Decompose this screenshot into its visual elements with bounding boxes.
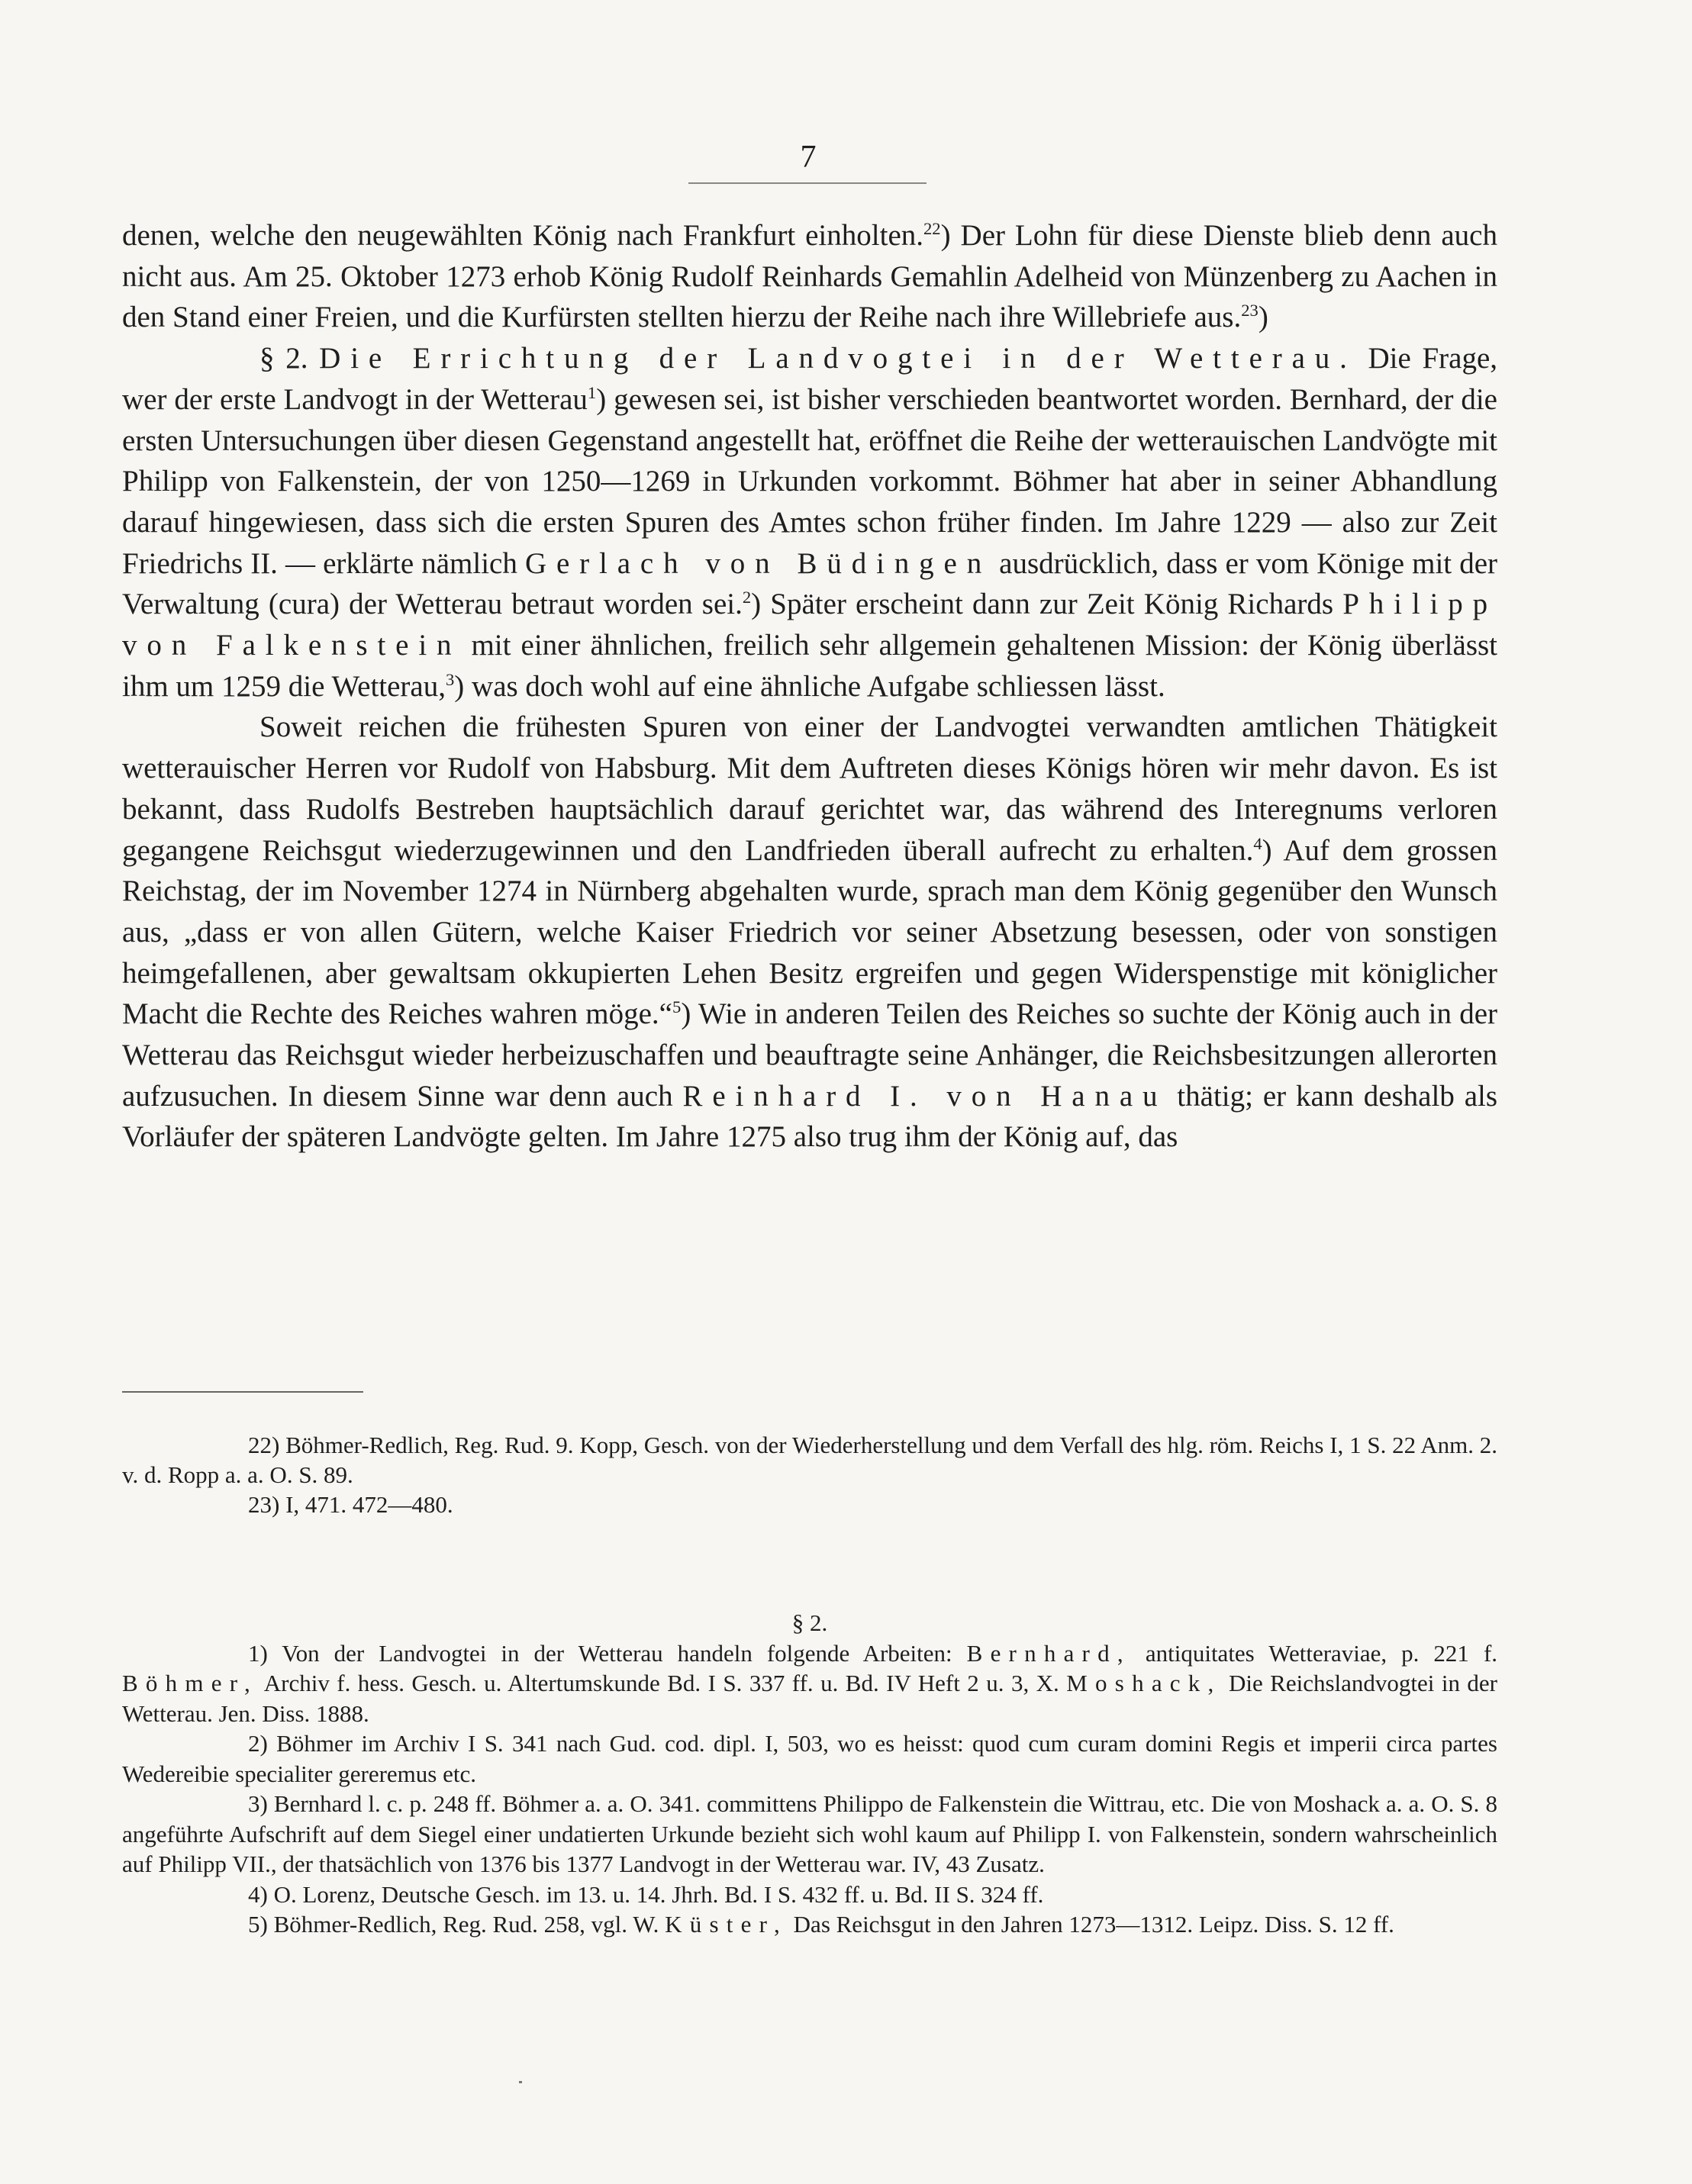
text-run: ) was doch wohl auf eine ähnliche Aufgabe schliessen lässt. bbox=[454, 669, 1165, 703]
text-run: 1) Von der Landvogtei in der Wetterau handeln folgende Arbeiten: bbox=[248, 1639, 952, 1667]
text-run: ausdrücklich, dass er vom Könige mit der Verwaltung (cura) der Wetterau betraut worden sei. bbox=[122, 546, 1498, 621]
text-run: Archiv f. hess. Gesch. u. Altertumskunde Bd. I S. 337 ff. u. Bd. IV Heft 2 u. 3, X. bbox=[263, 1670, 1059, 1696]
text-run: Soweit reichen die frühesten Spuren von einer der Landvogtei verwandten amtlichen Thätigkeit wetterauischer Herren vor Rudolf von Habsburg. Mit dem Auftreten dieses Königs hören wir mehr davon. Es ist bekannt, dass Rudolfs Bestreben hauptsächlich darauf gerichtet war, das während des Interegnums verloren gegangene Reichsgut wiederzugewinnen und den Landfrieden überall aufrecht zu erhalten. bbox=[122, 710, 1497, 867]
footnote-ref: 4 bbox=[1253, 833, 1262, 853]
header-rule bbox=[688, 182, 927, 184]
spaced-name: Gerlach von Büdingen bbox=[524, 546, 992, 580]
paragraph-3 bbox=[122, 707, 1497, 1158]
text-run: Das Reichsgut in den Jahren 1273—1312. Leipz. Diss. S. 12 ff. bbox=[793, 1911, 1394, 1938]
paragraph-2 bbox=[122, 338, 1497, 707]
footnote-2: 2) Böhmer im Archiv I S. 341 nach Gud. cod. dipl. I, 503, wo es heisst: quod cum curam domini Regis et imperii circa partes Wedereibie specialiter gereremus etc. bbox=[122, 1730, 1497, 1787]
text-run: ) Auf dem grossen Reichstag, der im November 1274 in Nürnberg abgehalten wurde, sprach man dem König gegenüber den Wunsch aus, „dass er von allen Gütern, welche Kaiser Friedrich vor seiner Absetzung besessen, oder von sonstigen heimgefallenen, aber gewaltsam okkupierten Lehen Besitz ergreifen und gegen Widerspenstige mit königlicher Macht die Rechte des Reiches wahren möge.“ bbox=[122, 833, 1497, 1031]
text-run: ) Wie in anderen Teilen des Reiches so suchte der König auch in der Wetterau das Reichsgut wieder herbeizuschaffen und beauftragte seine Anhänger, die Reichsbesitzungen allerorten aufzusuchen. In diesem Sinne war denn auch bbox=[122, 997, 1498, 1113]
footnote-22: 22) Böhmer-Redlich, Reg. Rud. 9. Kopp, Gesch. von der Wiederherstellung und dem Verfall des hlg. röm. Reichs I, 1 S. 22 Anm. 2. v. d. Ropp a. a. O. S. 89. bbox=[122, 1432, 1497, 1488]
text-run: Die Frage, wer der erste Landvogt in der Wetterau bbox=[122, 342, 1498, 416]
text-run: denen, welche den neugewählten König nach Frankfurt einholten. bbox=[122, 219, 923, 252]
spaced-name: Bernhard, bbox=[966, 1639, 1131, 1667]
text-run: thätig; er kann deshalb als Vorläufer der späteren Landvögte gelten. Im Jahre 1275 also trug ihm der König auf, das bbox=[122, 1079, 1498, 1154]
main-text bbox=[122, 215, 1497, 1158]
footnote-ref: 3 bbox=[445, 669, 455, 689]
text-run: ) Später erscheint dann zur Zeit König Richards bbox=[751, 588, 1334, 621]
footnote-1 bbox=[122, 1638, 1497, 1729]
footnote-ref: 5 bbox=[672, 997, 682, 1017]
footnotes-section-2 bbox=[122, 1608, 1497, 1940]
text-run: mit einer ähnlichen, freilich sehr allgemein gehaltenen Mission: der König überlässt ihm um 1259 die Wetterau, bbox=[122, 629, 1498, 703]
text-run: Die Reichslandvogtei in der Wetterau. Jen. Diss. 1888. bbox=[122, 1670, 1498, 1727]
text-run: ) gewesen sei, ist bisher verschieden beantwortet worden. Bernhard, der die ersten Untersuchungen über diesen Gegenstand angestellt hat, eröffnet die Reihe der wetterauischen Landvögte mit Philipp von Falkenstein, der von 1250—1269 in Urkunden vorkommt. Böhmer hat aber in seiner Abhandlung darauf hingewiesen, dass sich die ersten Spuren des Amtes schon früher finden. Im Jahre 1229 — also zur Zeit Friedrichs II. — erklärte nämlich bbox=[122, 382, 1497, 580]
footnote-4: 4) O. Lorenz, Deutsche Gesch. im 13. u. 14. Jhrh. Bd. I S. 432 ff. u. Bd. II S. 324 ff. bbox=[248, 1880, 1044, 1908]
section-title: Die Errichtung der Landvogtei in der Wetterau. bbox=[319, 342, 1357, 375]
text-run: ) Der Lohn für diese Dienste blieb denn auch nicht aus. Am 25. Oktober 1273 erhob König Rudolf Reinhards Gemahlin Adelheid von Münzenberg zu Aachen in den Stand einer Freien, und die Kurfürsten stellten hierzu der Reihe nach ihre Willebriefe aus. bbox=[122, 219, 1497, 334]
footnote-ref: 2 bbox=[742, 588, 752, 607]
footnote-ref: 23 bbox=[1241, 301, 1259, 321]
print-speck bbox=[519, 2081, 522, 2083]
paragraph-1 bbox=[122, 215, 1497, 338]
text-run: antiquitates Wetteraviae, p. 221 f. bbox=[1145, 1639, 1498, 1667]
page-number: 7 bbox=[800, 140, 817, 175]
footnote-section-heading: § 2. bbox=[791, 1609, 828, 1636]
spaced-name: Böhmer, bbox=[122, 1670, 258, 1696]
footnote-rule bbox=[122, 1391, 363, 1393]
text-run: ) bbox=[1258, 301, 1268, 334]
spaced-name: Reinhard I. von Hanau bbox=[682, 1079, 1168, 1113]
section-number: § 2. bbox=[259, 342, 308, 375]
text-run: 5) Böhmer-Redlich, Reg. Rud. 258, vgl. W. bbox=[248, 1911, 659, 1938]
footnote-ref: 1 bbox=[587, 382, 597, 402]
footnotes-previous-section bbox=[122, 1430, 1497, 1519]
footnote-ref: 22 bbox=[923, 219, 941, 238]
footnote-23: 23) I, 471. 472—480. bbox=[248, 1491, 453, 1518]
spaced-name: Küster, bbox=[665, 1911, 788, 1938]
footnote-3: 3) Bernhard l. c. p. 248 ff. Böhmer a. a. O. 341. committens Philippo de Falkenstein die Wittrau, etc. Die von Moshack a. a. O. S. 8 angeführte Aufschrift auf dem Siegel einer undatierten Urkunde bezieht sich wohl kaum auf Philipp I. von Falkenstein, sondern wahrscheinlich auf Philipp VII., der thatsächlich von 1376 bis 1377 Landvogt in der Wetterau war. IV, 43 Zusatz. bbox=[122, 1790, 1497, 1877]
spaced-name: Philipp von Falkenstein bbox=[122, 588, 1497, 662]
footnote-5 bbox=[122, 1909, 1497, 1940]
spaced-name: Moshack, bbox=[1066, 1670, 1222, 1696]
